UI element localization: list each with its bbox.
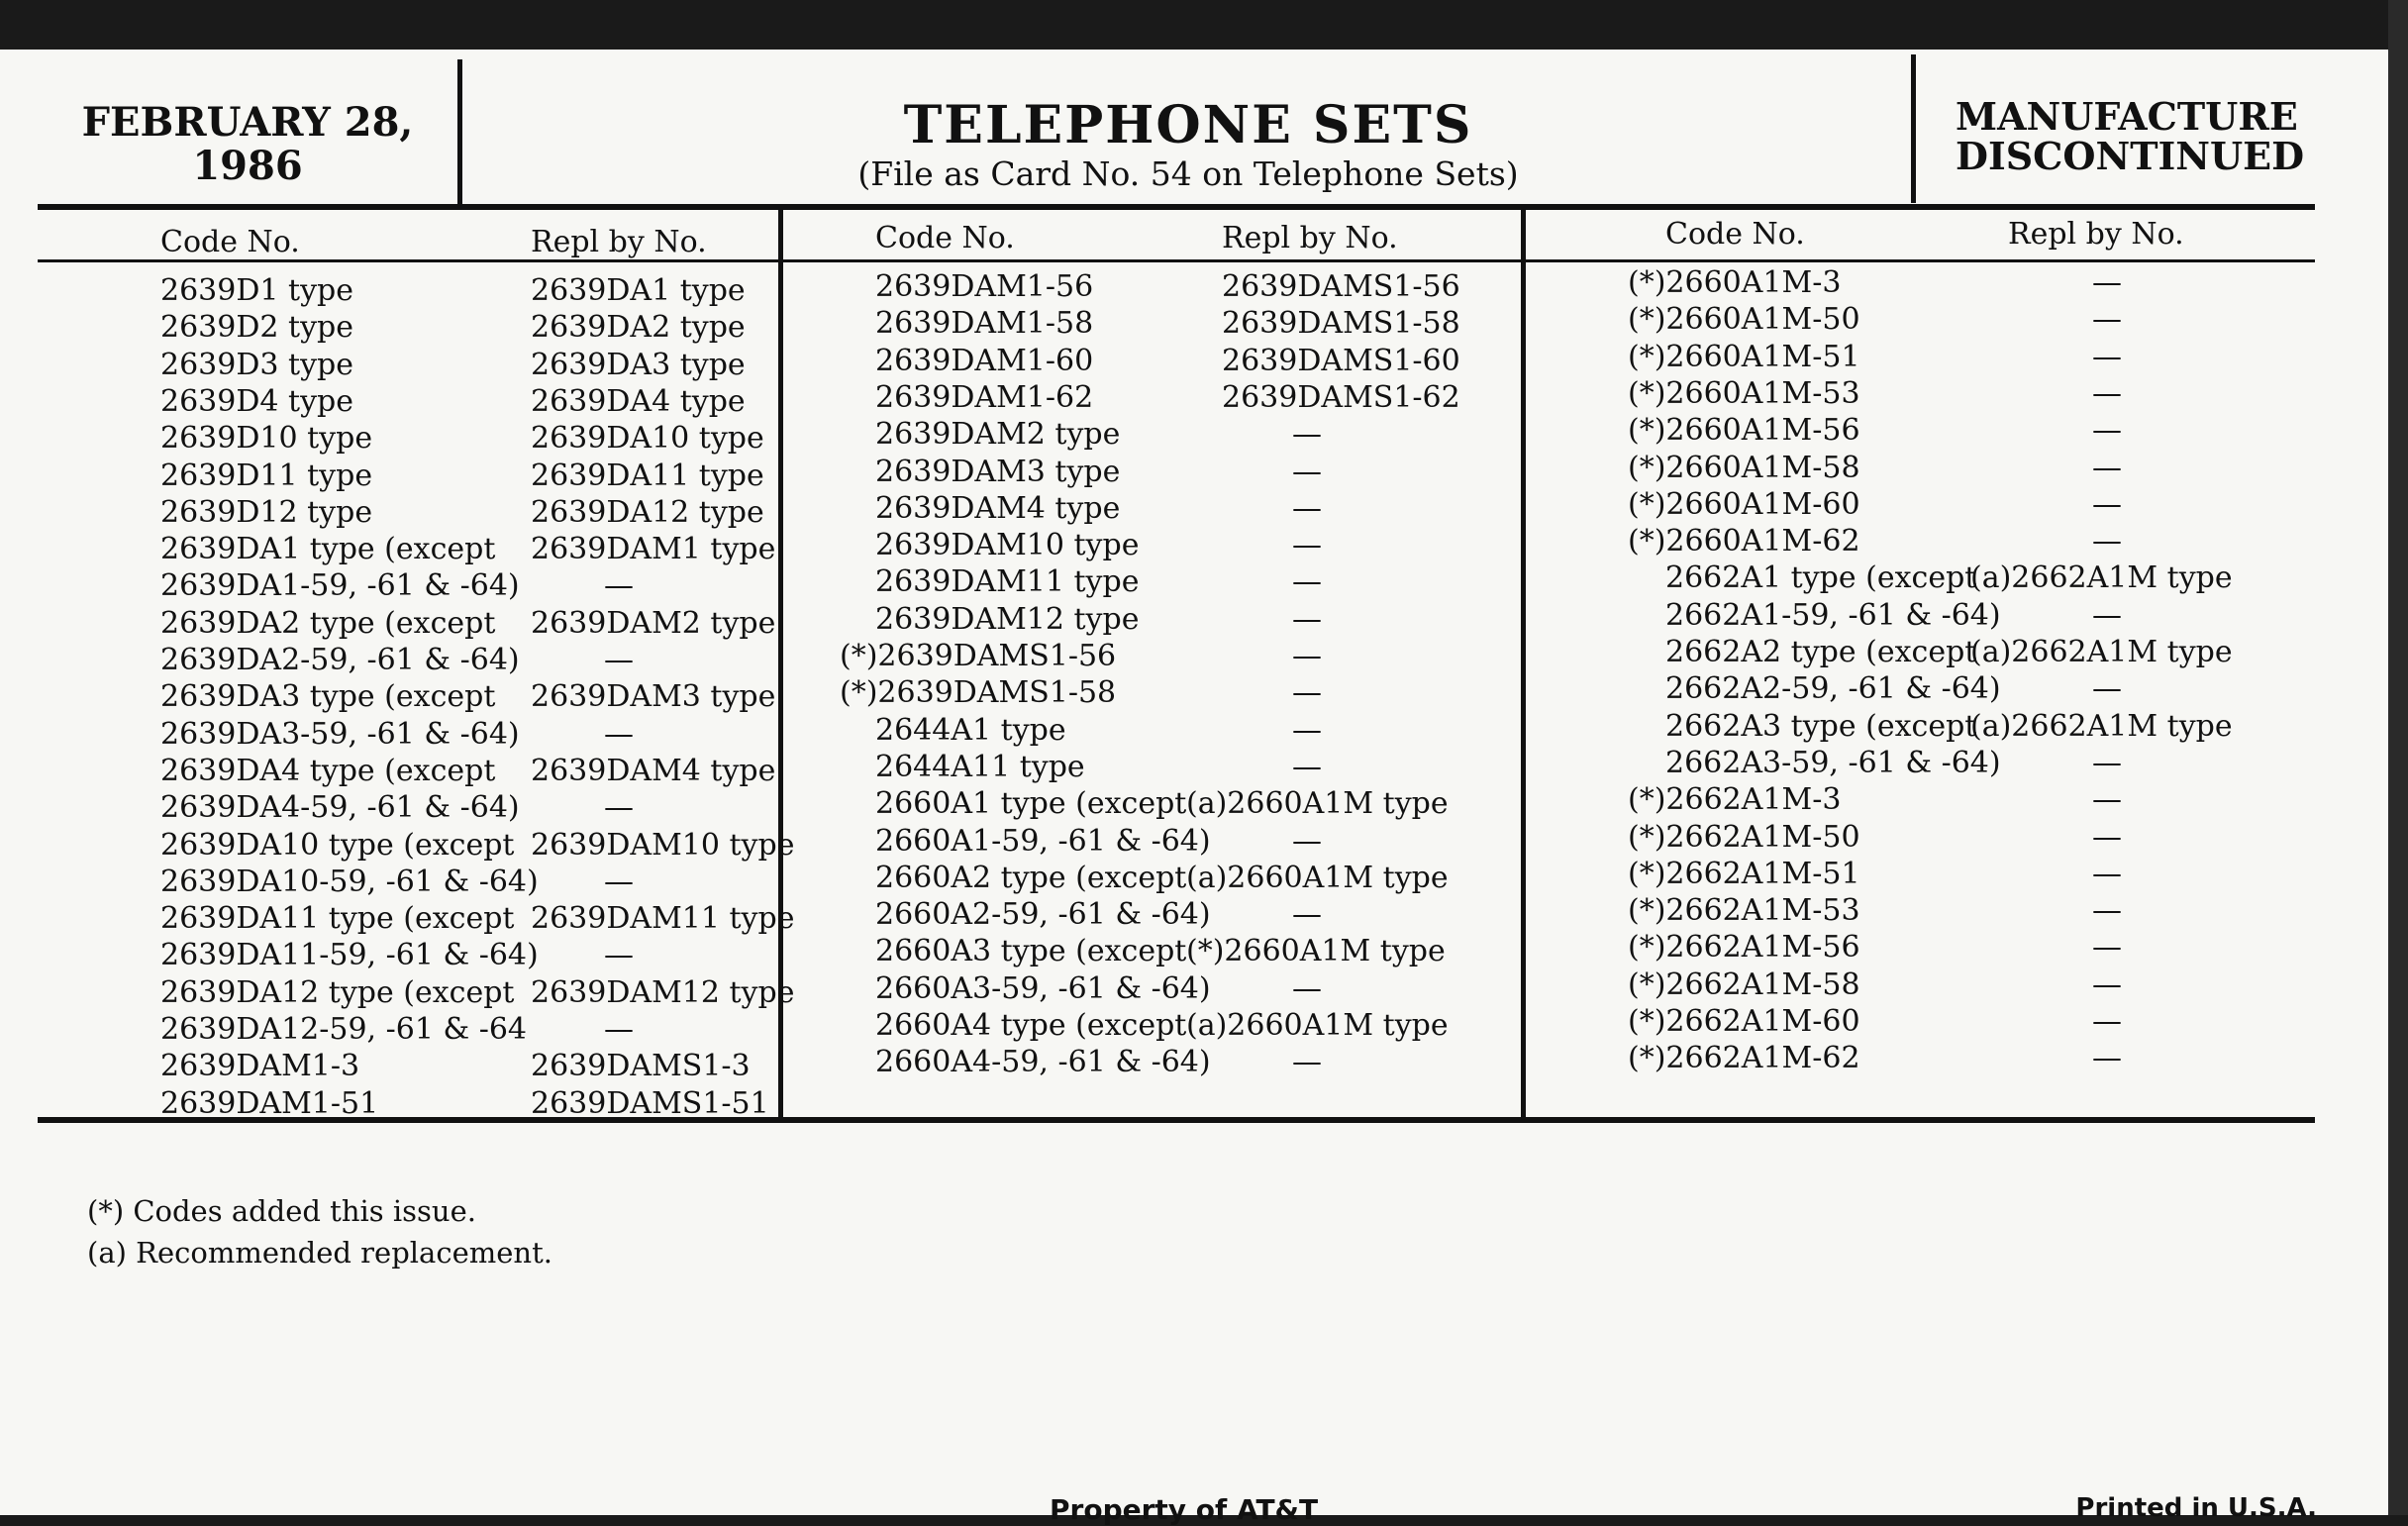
scan-edge	[2388, 0, 2408, 1515]
status-line2: DISCONTINUED	[1956, 134, 2305, 178]
repl-cell-none: —	[2092, 413, 2122, 449]
code-cell: 2662A1 type (except	[1665, 560, 1977, 596]
repl-cell-none: —	[1292, 823, 1322, 859]
code-cell: 2639DAM10 type	[875, 528, 1140, 563]
repl-cell-none: —	[604, 716, 634, 752]
repl-cell: 2639DAM1 type	[531, 532, 776, 567]
header-divider-left	[457, 59, 462, 208]
code-cell: 2639DA10 type (except	[160, 827, 515, 863]
code-cell: 2639DAM12 type	[875, 601, 1140, 637]
code-cell: 2639DAM1-58	[875, 306, 1094, 342]
footnote-recommended: (a) Recommended replacement.	[87, 1236, 552, 1270]
code-cell: (*)2639DAMS1-58	[840, 675, 1117, 711]
repl-cell-none: —	[1292, 639, 1322, 673]
repl-cell-none: —	[1292, 417, 1322, 453]
repl-cell-none: —	[2092, 856, 2122, 891]
code-cell: (*)2660A1M-60	[1628, 486, 1860, 522]
repl-cell-none: —	[1292, 490, 1322, 526]
code-cell: (*)2662A1M-50	[1628, 819, 1860, 855]
header-divider-right	[1911, 54, 1916, 203]
column-header-rule	[38, 259, 2315, 262]
code-cell: 2660A4-59, -61 & -64)	[875, 1045, 1211, 1080]
code-cell: 2660A2-59, -61 & -64)	[875, 897, 1211, 933]
repl-cell: 2639DAMS1-62	[1222, 379, 1460, 415]
code-cell: 2639DAM11 type	[875, 564, 1140, 600]
repl-cell-none: —	[604, 790, 634, 826]
repl-cell: (a)2662A1M type	[1970, 635, 2233, 669]
repl-cell: (a)2662A1M type	[1970, 560, 2233, 596]
code-cell: 2639DA12-59, -61 & -64	[160, 1012, 528, 1047]
code-cell: 2639DAM1-51	[160, 1085, 379, 1121]
issue-date	[59, 101, 436, 188]
code-cell: 2662A3-59, -61 & -64)	[1665, 745, 2001, 780]
code-cell: 2660A3 type (except	[875, 934, 1187, 969]
repl-cell: 2639DAM11 type	[531, 901, 795, 937]
code-cell: 2639D1 type	[160, 273, 353, 308]
repl-cell: 2639DAMS1-51	[531, 1085, 769, 1121]
code-cell: 2639DAM1-3	[160, 1049, 360, 1084]
code-cell: (*)2662A1M-58	[1628, 966, 1860, 1002]
code-cell: (*)2660A1M-51	[1628, 339, 1860, 374]
code-cell: 2639DA11 type (except	[160, 901, 515, 937]
repl-cell-none: —	[2092, 1041, 2122, 1076]
code-cell: 2639DA2 type (except	[160, 605, 496, 641]
repl-cell: 2639DA2 type	[531, 310, 746, 346]
col-head-code-1: Code No.	[160, 225, 300, 259]
document-subtitle: (File as Card No. 54 on Telephone Sets)	[857, 154, 1519, 193]
code-cell: 2639DA1 type (except	[160, 532, 496, 567]
repl-cell: 2639DA12 type	[531, 494, 764, 530]
code-cell: 2639DA10-59, -61 & -64)	[160, 864, 539, 899]
col-head-code-2: Code No.	[875, 221, 1015, 255]
repl-cell-none: —	[2092, 745, 2122, 780]
table-bottom-rule	[38, 1117, 2315, 1123]
repl-cell: 2639DAMS1-56	[1222, 269, 1460, 304]
code-cell: 2639DA4 type (except	[160, 753, 496, 788]
code-cell: 2639DAM1-60	[875, 343, 1094, 378]
property-notice: Property of AT&T	[1050, 1493, 1319, 1526]
code-cell: 2639DA11-59, -61 & -64)	[160, 938, 539, 973]
repl-cell-none: —	[2092, 450, 2122, 485]
repl-cell: 2639DAM12 type	[531, 974, 795, 1010]
code-cell: 2639DA3 type (except	[160, 679, 496, 715]
repl-cell: (*)2660A1M type	[1186, 934, 1446, 969]
repl-cell-none: —	[1292, 675, 1322, 711]
code-cell: 2639DAM1-56	[875, 269, 1094, 304]
code-cell: 2639DA3-59, -61 & -64)	[160, 716, 520, 752]
repl-cell-none: —	[1292, 564, 1322, 600]
code-cell: 2639DA1-59, -61 & -64)	[160, 568, 520, 604]
repl-cell-none: —	[2092, 265, 2122, 300]
code-cell: 2644A11 type	[875, 749, 1085, 784]
repl-cell: (a)2660A1M type	[1186, 860, 1449, 895]
col-head-repl-2: Repl by No.	[1222, 221, 1398, 255]
repl-cell: 2639DAM10 type	[531, 827, 795, 863]
code-cell: 2639DA12 type (except	[160, 974, 515, 1010]
code-cell: 2639DAM3 type	[875, 454, 1121, 489]
repl-cell-none: —	[1292, 1045, 1322, 1080]
repl-cell-none: —	[2092, 966, 2122, 1002]
repl-cell-none: —	[2092, 1004, 2122, 1039]
code-cell: (*)2662A1M-3	[1628, 782, 1842, 818]
repl-cell: 2639DA3 type	[531, 347, 746, 382]
repl-cell-none: —	[2092, 486, 2122, 522]
code-cell: 2639D3 type	[160, 347, 353, 382]
code-cell: (*)2662A1M-56	[1628, 930, 1860, 966]
code-cell: 2639D12 type	[160, 494, 373, 530]
repl-cell-none: —	[2092, 302, 2122, 338]
repl-cell: 2639DAMS1-3	[531, 1049, 751, 1084]
col-head-repl-3: Repl by No.	[2008, 217, 2184, 252]
code-cell: 2662A2 type (except	[1665, 635, 1977, 669]
code-cell: (*)2660A1M-53	[1628, 375, 1860, 411]
repl-cell-none: —	[2092, 930, 2122, 966]
document-card	[0, 50, 2388, 1526]
code-cell: 2660A1 type (except	[875, 786, 1187, 822]
code-cell: (*)2662A1M-62	[1628, 1041, 1860, 1076]
repl-cell: 2639DA1 type	[531, 273, 746, 308]
repl-cell-none: —	[1292, 749, 1322, 784]
code-cell: 2660A4 type (except	[875, 1008, 1187, 1043]
repl-cell-none: —	[2092, 597, 2122, 633]
code-cell: 2639DA2-59, -61 & -64)	[160, 643, 520, 677]
code-cell: 2639D2 type	[160, 310, 353, 346]
code-cell: 2644A1 type	[875, 712, 1066, 748]
code-cell: 2660A2 type (except	[875, 860, 1187, 895]
panel-divider-2	[1521, 208, 1526, 1119]
repl-cell: (a)2660A1M type	[1186, 786, 1449, 822]
repl-cell: 2639DA10 type	[531, 421, 764, 457]
repl-cell: 2639DAMS1-58	[1222, 306, 1460, 342]
status-line1: MANUFACTURE	[1956, 94, 2298, 139]
repl-cell-none: —	[1292, 454, 1322, 489]
issue-date-line1: FEBRUARY 28,	[81, 99, 414, 146]
repl-cell-none: —	[1292, 712, 1322, 748]
col-head-code-3: Code No.	[1665, 217, 1805, 252]
code-cell: 2639DAM1-62	[875, 379, 1094, 415]
code-cell: 2639D4 type	[160, 383, 353, 419]
status-label	[1956, 94, 2332, 178]
repl-cell-none: —	[604, 864, 634, 899]
repl-cell: (a)2662A1M type	[1970, 708, 2233, 744]
repl-cell: 2639DA4 type	[531, 383, 746, 419]
repl-cell: 2639DA11 type	[531, 458, 764, 493]
repl-cell: 2639DAM2 type	[531, 605, 776, 641]
code-cell: 2639DAM4 type	[875, 490, 1121, 526]
code-cell: 2660A1-59, -61 & -64)	[875, 823, 1211, 859]
code-cell: (*)2660A1M-3	[1628, 265, 1842, 300]
code-cell: 2662A1-59, -61 & -64)	[1665, 597, 2001, 633]
repl-cell-none: —	[2092, 819, 2122, 855]
col-head-repl-1: Repl by No.	[531, 225, 707, 259]
code-cell: (*)2660A1M-50	[1628, 302, 1860, 338]
code-cell: (*)2639DAMS1-56	[840, 639, 1117, 673]
footnotes	[87, 1190, 552, 1273]
code-cell: 2639D11 type	[160, 458, 373, 493]
code-cell: 2639D10 type	[160, 421, 373, 457]
repl-cell-none: —	[2092, 893, 2122, 929]
repl-cell-none: —	[2092, 375, 2122, 411]
code-cell: (*)2662A1M-60	[1628, 1004, 1860, 1039]
code-cell: (*)2660A1M-58	[1628, 450, 1860, 485]
repl-cell-none: —	[2092, 671, 2122, 707]
repl-cell-none: —	[2092, 782, 2122, 818]
code-cell: 2639DAM2 type	[875, 417, 1121, 453]
repl-cell-none: —	[604, 568, 634, 604]
code-cell: 2639DA4-59, -61 & -64)	[160, 790, 520, 826]
code-cell: (*)2662A1M-51	[1628, 856, 1860, 891]
code-cell: 2660A3-59, -61 & -64)	[875, 970, 1211, 1006]
repl-cell: 2639DAM4 type	[531, 753, 776, 788]
repl-cell-none: —	[604, 1012, 634, 1047]
repl-cell: 2639DAMS1-60	[1222, 343, 1460, 378]
repl-cell-none: —	[2092, 339, 2122, 374]
repl-cell: (a)2660A1M type	[1186, 1008, 1449, 1043]
header-rule	[38, 204, 2315, 210]
issue-date-line2: 1986	[192, 143, 303, 189]
repl-cell-none: —	[1292, 897, 1322, 933]
document-title-block	[465, 97, 1911, 194]
repl-cell-none: —	[1292, 601, 1322, 637]
repl-cell-none: —	[2092, 524, 2122, 560]
document-title: TELEPHONE SETS	[903, 95, 1473, 155]
repl-cell-none: —	[1292, 970, 1322, 1006]
repl-cell-none: —	[604, 938, 634, 973]
code-cell: (*)2660A1M-56	[1628, 413, 1860, 449]
code-cell: (*)2662A1M-53	[1628, 893, 1860, 929]
repl-cell-none: —	[1292, 528, 1322, 563]
printed-notice: Printed in U.S.A.	[2075, 1493, 2317, 1523]
code-cell: 2662A3 type (except	[1665, 708, 1977, 744]
code-cell: (*)2660A1M-62	[1628, 524, 1860, 560]
code-cell: 2662A2-59, -61 & -64)	[1665, 671, 2001, 707]
footnote-added: (*) Codes added this issue.	[87, 1194, 476, 1228]
repl-cell: 2639DAM3 type	[531, 679, 776, 715]
repl-cell-none: —	[604, 643, 634, 677]
